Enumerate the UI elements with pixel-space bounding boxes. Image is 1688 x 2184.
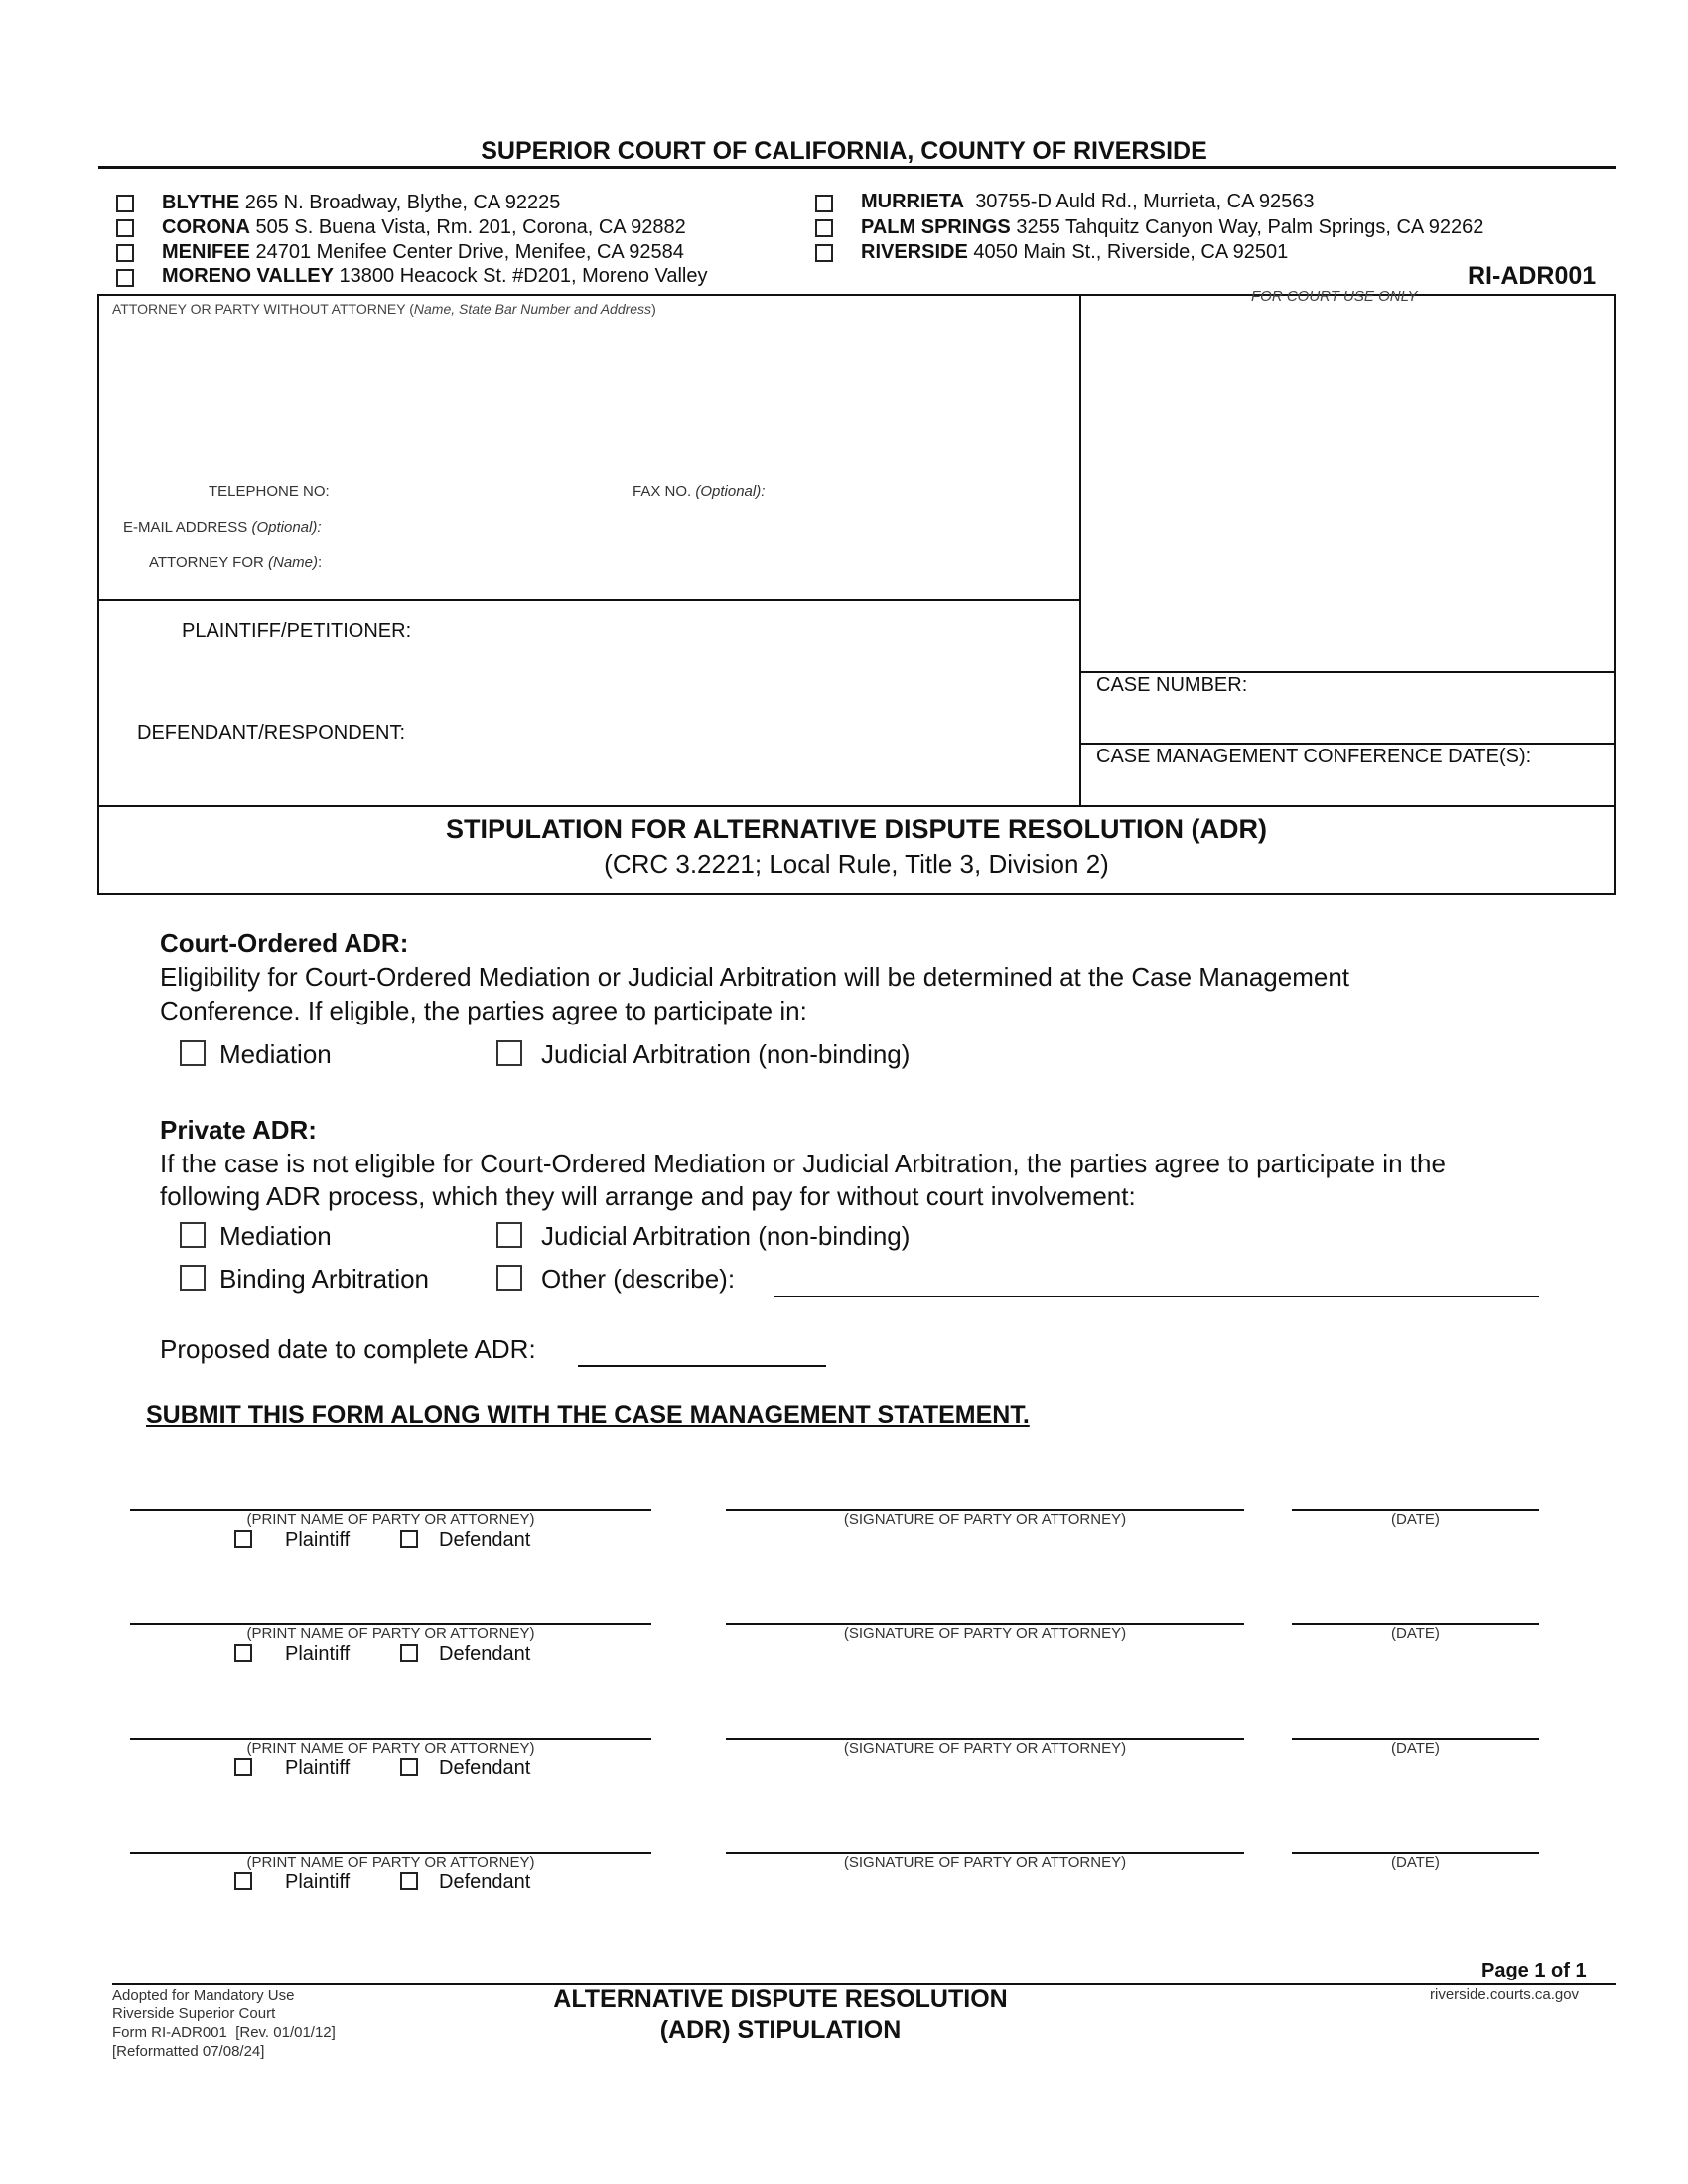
date-caption: (DATE) [1391,1740,1440,1757]
location-palm-springs [861,216,1483,239]
private-binding-checkbox[interactable] [180,1265,206,1291]
proposed-date-label: Proposed date to complete ADR: [160,1334,536,1364]
location-moreno-valley [162,265,708,288]
court-mediation-checkbox[interactable] [180,1040,206,1066]
print-name-caption: (PRINT NAME OF PARTY OR ATTORNEY) [246,1854,535,1871]
row4-plaintiff-checkbox[interactable] [234,1872,252,1890]
email-label [123,519,322,536]
print-name-caption: (PRINT NAME OF PARTY OR ATTORNEY) [246,1511,535,1528]
telephone-label: TELEPHONE NO: [209,483,330,500]
plaintiff-label: PLAINTIFF/PETITIONER: [182,620,412,642]
email-label-italic: (Optional): [251,519,322,536]
submit-notice: SUBMIT THIS FORM ALONG WITH THE CASE MANAGEMENT STATEMENT. [146,1401,1030,1429]
attorney-for-italic: (Name) [268,554,319,571]
attorney-label-end: ) [651,301,656,317]
page-number: Page 1 of 1 [1481,1960,1587,1981]
location-name: MURRIETA [861,191,965,212]
footer-title-2: (ADR) STIPULATION [659,2016,902,2044]
moreno-valley-checkbox[interactable] [116,269,134,287]
row2-plaintiff-checkbox[interactable] [234,1644,252,1662]
cmc-date-label: CASE MANAGEMENT CONFERENCE DATE(S): [1096,746,1532,767]
footer-reformatted: [Reformatted 07/08/24] [112,2043,265,2060]
row1-plaintiff-label: Plaintiff [285,1529,351,1551]
row2-plaintiff-label: Plaintiff [285,1643,351,1665]
row4-defendant-checkbox[interactable] [400,1872,418,1890]
row3-defendant-checkbox[interactable] [400,1758,418,1776]
case-number-label: CASE NUMBER: [1096,674,1248,696]
location-riverside [861,241,1288,264]
row3-defendant-label: Defendant [439,1757,531,1779]
row2-defendant-label: Defendant [439,1643,531,1665]
footer-title-1: ALTERNATIVE DISPUTE RESOLUTION [553,1985,1008,2013]
court-ordered-text-2: Conference. If eligible, the parties agree to participate in: [160,996,807,1025]
court-use-clip [1081,288,1614,305]
footer-website: riverside.courts.ca.gov [1430,1986,1580,2003]
signature-caption: (SIGNATURE OF PARTY OR ATTORNEY) [843,1511,1127,1528]
private-mediation-checkbox[interactable] [180,1222,206,1248]
palm-springs-checkbox[interactable] [815,219,833,237]
court-ordered-text-1: Eligibility for Court-Ordered Mediation or Judicial Arbitration will be determined at the Case Management [160,962,1350,992]
header-rule [98,166,1616,169]
row1-defendant-checkbox[interactable] [400,1530,418,1548]
row2-defendant-checkbox[interactable] [400,1644,418,1662]
fax-label-italic: (Optional): [695,483,766,500]
menifee-checkbox[interactable] [116,244,134,262]
private-heading: Private ADR: [160,1115,317,1145]
private-binding-label: Binding Arbitration [219,1264,430,1294]
location-name: RIVERSIDE [861,241,968,263]
location-blythe [162,192,560,214]
date-caption: (DATE) [1391,1854,1440,1871]
case-number-bottom [1079,743,1616,745]
other-describe-line[interactable] [774,1296,1539,1297]
form-id: RI-ADR001 [1468,262,1597,290]
private-other-label: Other (describe): [541,1264,736,1294]
location-address: 265 N. Broadway, Blythe, CA 92225 [244,192,561,213]
location-name: CORONA [162,216,250,238]
location-corona [162,216,686,239]
row4-defendant-label: Defendant [439,1871,531,1893]
attorney-box-bottom [97,599,1081,601]
proposed-date-line[interactable] [578,1365,826,1367]
attorney-label-italic: Name, State Bar Number and Address [413,301,652,317]
court-ordered-heading: Court-Ordered ADR: [160,928,409,958]
court-judicial-label: Judicial Arbitration (non-binding) [541,1039,911,1069]
court-use-bottom [1079,671,1616,673]
print-name-caption: (PRINT NAME OF PARTY OR ATTORNEY) [246,1625,535,1642]
attorney-input-area[interactable] [103,320,1071,469]
caption-divider [1079,294,1081,807]
fax-label [633,483,765,500]
location-menifee [162,241,684,264]
location-address: 505 S. Buena Vista, Rm. 201, Corona, CA 92882 [255,216,686,238]
court-judicial-checkbox[interactable] [496,1040,522,1066]
print-name-caption: (PRINT NAME OF PARTY OR ATTORNEY) [246,1740,535,1757]
court-mediation-label: Mediation [219,1039,332,1069]
parties-bottom [97,805,1616,807]
signature-caption: (SIGNATURE OF PARTY OR ATTORNEY) [843,1740,1127,1757]
row1-defendant-label: Defendant [439,1529,531,1551]
row3-plaintiff-label: Plaintiff [285,1757,351,1779]
location-address: 30755-D Auld Rd., Murrieta, CA 92563 [975,191,1315,212]
attorney-label-main: ATTORNEY OR PARTY WITHOUT ATTORNEY ( [112,301,414,317]
form-title: STIPULATION FOR ALTERNATIVE DISPUTE RESOLUTION (ADR) [446,814,1267,844]
location-name: BLYTHE [162,192,240,213]
location-murrieta [861,191,1315,213]
row3-plaintiff-checkbox[interactable] [234,1758,252,1776]
attorney-for-label [149,554,322,571]
private-mediation-label: Mediation [219,1221,332,1251]
private-text-1: If the case is not eligible for Court-Ordered Mediation or Judicial Arbitration, the parties agree to participate in the [160,1149,1446,1178]
attorney-for-text: ATTORNEY FOR [149,554,269,571]
email-label-text: E-MAIL ADDRESS [123,519,252,536]
murrieta-checkbox[interactable] [815,195,833,212]
private-other-checkbox[interactable] [496,1265,522,1291]
location-address: 3255 Tahquitz Canyon Way, Palm Springs, CA 92262 [1016,216,1484,238]
attorney-for-end: : [318,554,323,571]
location-name: MENIFEE [162,241,250,263]
row4-plaintiff-label: Plaintiff [285,1871,351,1893]
location-address: 4050 Main St., Riverside, CA 92501 [973,241,1289,263]
signature-caption: (SIGNATURE OF PARTY OR ATTORNEY) [843,1625,1127,1642]
corona-checkbox[interactable] [116,219,134,237]
private-judicial-checkbox[interactable] [496,1222,522,1248]
form-subtitle: (CRC 3.2221; Local Rule, Title 3, Division 2) [604,849,1109,879]
footer-court: Riverside Superior Court [112,2005,276,2022]
row1-plaintiff-checkbox[interactable] [234,1530,252,1548]
court-use-label: FOR COURT USE ONLY [1251,288,1418,305]
location-address: 13800 Heacock St. #D201, Moreno Valley [339,265,708,287]
signature-caption: (SIGNATURE OF PARTY OR ATTORNEY) [843,1854,1127,1871]
attorney-label [112,301,656,317]
date-caption: (DATE) [1391,1511,1440,1528]
defendant-label: DEFENDANT/RESPONDENT: [137,722,406,744]
location-address: 24701 Menifee Center Drive, Menifee, CA 92584 [255,241,684,263]
fax-label-text: FAX NO. [633,483,696,500]
court-title: SUPERIOR COURT OF CALIFORNIA, COUNTY OF RIVERSIDE [481,137,1207,165]
footer-adopted: Adopted for Mandatory Use [112,1987,295,2004]
private-text-2: following ADR process, which they will arrange and pay for without court involvement: [160,1181,1136,1211]
riverside-checkbox[interactable] [815,244,833,262]
blythe-checkbox[interactable] [116,195,134,212]
footer-form-rev: Form RI-ADR001 [Rev. 01/01/12] [112,2024,336,2041]
date-caption: (DATE) [1391,1625,1440,1642]
location-name: PALM SPRINGS [861,216,1011,238]
location-name: MORENO VALLEY [162,265,334,287]
private-judicial-label: Judicial Arbitration (non-binding) [541,1221,911,1251]
